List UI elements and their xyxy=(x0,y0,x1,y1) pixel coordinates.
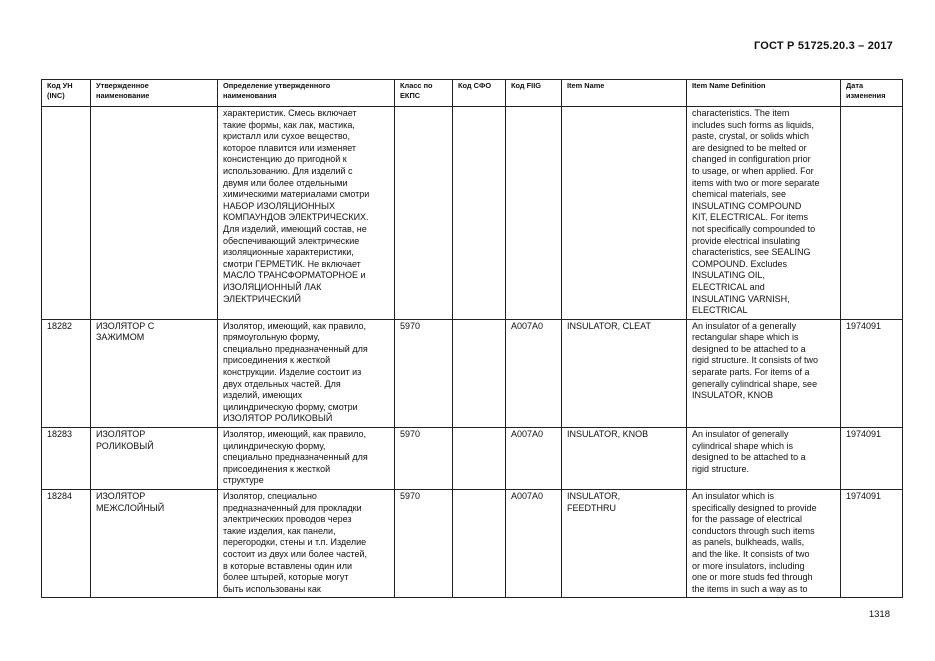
table-row xyxy=(42,107,903,320)
cell-item-name xyxy=(562,107,687,320)
cell-item-name-definition: characteristics. The item includes such forms as liquids, paste, crystal, or solids which are designed to be melted or changed in configuration prior to usage, or when applied. For items with two or more separate chemical materials, see INSULATING COMPOUND KIT, ELECTRICAL. For items not specifically compounded to provide electrical insulating characteristics, see SEALING COMPOUND. Excludes INSULATING OIL, ELECTRICAL and INSULATING VARNISH, ELECTRICAL xyxy=(687,107,841,320)
cell-ekps-class: 5970 xyxy=(395,490,453,598)
col-inc: Код УН (INC) xyxy=(42,80,91,107)
col-approved-name: Утвержденное наименование xyxy=(91,80,218,107)
cell-change-date: 1974091 xyxy=(841,428,903,490)
cell-fiig-code: A007A0 xyxy=(506,428,562,490)
cell-inc: 18283 xyxy=(42,428,91,490)
cell-change-date xyxy=(841,107,903,320)
cell-ekps-class: 5970 xyxy=(395,319,453,427)
table-row xyxy=(42,428,903,490)
cell-inc: 18282 xyxy=(42,319,91,427)
cell-ekps-class: 5970 xyxy=(395,428,453,490)
cell-item-name-definition: An insulator which is specifically designed to provide for the passage of electrical conductors through such items as panels, bulkheads, walls, and the like. It consists of two or more insulators, including one or more studs fed through the items in such a way as to xyxy=(687,490,841,598)
col-change-date: Дата изменения xyxy=(841,80,903,107)
cell-item-name-definition: An insulator of a generally rectangular shape which is designed to be attached to a rigid structure. It consists of two separate parts. For items of a generally cylindrical shape, see INSULATOR, KNOB xyxy=(687,319,841,427)
cell-definition: Изолятор, специально предназначенный для прокладки электрических проводов через такие изделия, как панели, перегородки, стены и т.п. Изделие состоит из двух или более частей, в которые вставлены один или более штырей, которые могут быть использованы как xyxy=(218,490,395,598)
col-item-name: Item Name xyxy=(562,80,687,107)
cell-change-date: 1974091 xyxy=(841,490,903,598)
cell-ekps-class xyxy=(395,107,453,320)
cell-approved-name: ИЗОЛЯТОР РОЛИКОВЫЙ xyxy=(91,428,218,490)
col-fiig-code: Код FIIG xyxy=(506,80,562,107)
cell-definition: Изолятор, имеющий, как правило, цилиндрическую форму, специально предназначенный для присоединения к жесткой структуре xyxy=(218,428,395,490)
cell-inc: 18284 xyxy=(42,490,91,598)
cell-inc xyxy=(42,107,91,320)
cell-approved-name: ИЗОЛЯТОР МЕЖСЛОЙНЫЙ xyxy=(91,490,218,598)
cell-sfo-code xyxy=(453,490,506,598)
cell-fiig-code: A007A0 xyxy=(506,319,562,427)
cell-approved-name xyxy=(91,107,218,320)
cell-fiig-code xyxy=(506,107,562,320)
cell-sfo-code xyxy=(453,319,506,427)
col-ekps-class: Класс по ЕКПС xyxy=(395,80,453,107)
cell-sfo-code xyxy=(453,428,506,490)
cell-item-name: INSULATOR, CLEAT xyxy=(562,319,687,427)
table-row xyxy=(42,490,903,598)
document-code: ГОСТ Р 51725.20.3 – 2017 xyxy=(753,40,893,52)
cell-item-name-definition: An insulator of generally cylindrical shape which is designed to be attached to a rigid structure. xyxy=(687,428,841,490)
cell-change-date: 1974091 xyxy=(841,319,903,427)
page-number: 1318 xyxy=(868,609,890,620)
cell-sfo-code xyxy=(453,107,506,320)
cell-item-name: INSULATOR, FEEDTHRU xyxy=(562,490,687,598)
cell-approved-name: ИЗОЛЯТОР С ЗАЖИМОМ xyxy=(91,319,218,427)
col-definition: Определение утвержденного наименования xyxy=(218,80,395,107)
table-header-row xyxy=(42,80,903,107)
cell-definition: характеристик. Смесь включает такие формы, как лак, мастика, кристалл или сухое вещество, которое плавится или изменяет консистенцию до пригодной к использованию. Для изделий с двумя или более отдельными химическими материалами смотри НАБОР ИЗОЛЯЦИОННЫХ КОМПАУНДОВ ЭЛЕКТРИЧЕСКИХ. Для изделий, имеющий состав, не обеспечивающий электрические изоляционные характеристики, смотри ГЕРМЕТИК. Не включает МАСЛО ТРАНСФОРМАТОРНОЕ и ИЗОЛЯЦИОННЫЙ ЛАК ЭЛЕКТРИЧЕСКИЙ xyxy=(218,107,395,320)
col-item-name-definition: Item Name Definition xyxy=(687,80,841,107)
cell-fiig-code: A007A0 xyxy=(506,490,562,598)
col-sfo-code: Код СФО xyxy=(453,80,506,107)
cell-definition: Изолятор, имеющий, как правило, прямоугольную форму, специально предназначенный для присоединения к жесткой конструкции. Изделие состоит из двух отдельных частей. Для изделий, имеющих цилиндрическую форму, смотри ИЗОЛЯТОР РОЛИКОВЫЙ xyxy=(218,319,395,427)
nomenclature-table xyxy=(41,79,903,598)
cell-item-name: INSULATOR, KNOB xyxy=(562,428,687,490)
table-row xyxy=(42,319,903,427)
